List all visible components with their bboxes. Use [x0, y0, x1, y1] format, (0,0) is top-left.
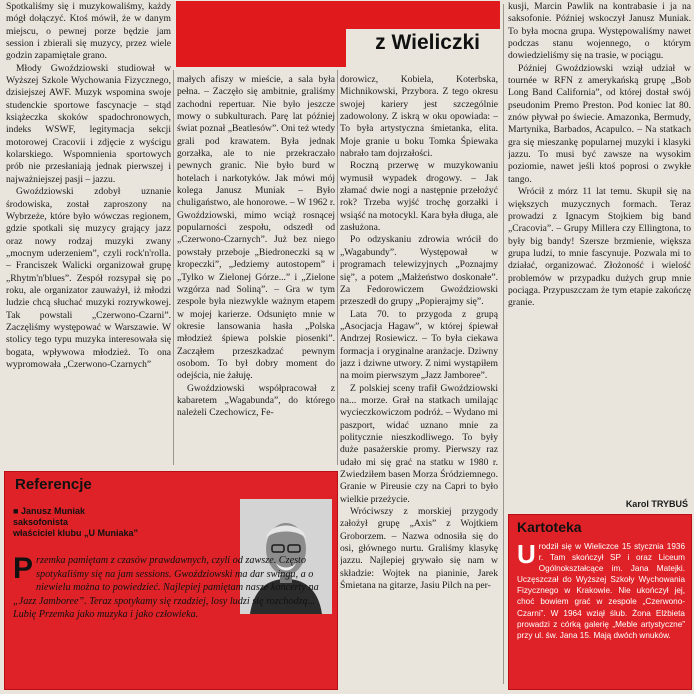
article-column-2	[177, 74, 335, 460]
article-column-1	[6, 1, 171, 467]
drop-cap: U	[517, 539, 536, 569]
headline	[176, 1, 500, 67]
article-column-4	[508, 1, 691, 508]
kartoteka-text	[517, 541, 685, 641]
kartoteka-box	[508, 514, 692, 690]
referencje-box	[4, 471, 338, 690]
quote-text: rzemka pamiętam z czasów prawdawnych, czyli od zawsze. Często spotykaliśmy się na jam sessions. Gwoździowski ma dar swingu, a o niewielu można to powiedzieć. Najlepiej pamiętam nasze koncerty na „Jazz Jamboree”. Teraz spotykamy się rzadziej, losy ludzi się rozchodzą... Lubię Przemka jako muzyka i jako człowieka.	[13, 555, 319, 620]
kartoteka-body: rodził się w Wieliczce 15 stycznia 1936 r. Tam skończył SP i oraz Liceum Ogólnokształcące im. Jana Matejki. Uczęszczał do Wyższej Szkoły Wychowania Fizycznego w Krakowie. Nie ukończył jej, choć bowiem grać w zespole „Czerwono-Czarni”. W 1964 wziął ślub. Żona Elżbieta prowadzi z córką galerię „Meble artystyczne” przy ul. św. Jana 15. Mają dwóch wnuków.	[517, 542, 685, 640]
paragraph: Po odzyskaniu zdrowia wrócił do „Wagabundy”. Występował w programach telewizyjnych „Poznajmy się”, a potem „Małżeństwo doskonałe”. Za Fedorowiczem Gwoździowski przeszedł do grupy „Popierajmy się”.	[340, 234, 498, 308]
person-name: ■ Janusz Muniak	[13, 506, 85, 516]
paragraph: Później Gwoździowski wziął udział w tournée w RFN z amerykańską grupę „Bob Long Band California”, od której dostał swój pseudonim Premo Preston. Pod koniec lat 80. znów pływał po świecie. Amazonka, Bermudy, Martynika, Barbados, Acapulco. – Na statkach gra się mieszankę popularnej muzyki i klasyki jazzu. To musi być zawsze na wysokim poziomie, nawet jeśli ktoś poprosi o zwykłe tango.	[508, 62, 691, 185]
column-divider	[337, 70, 338, 465]
column-divider	[173, 70, 174, 465]
kartoteka-title: Kartoteka	[517, 519, 582, 535]
paragraph: Młody Gwoździowski studiował w Wyższej Szkole Wychowania Fizycznego, dzisiejszej AWF. Muzyk wspomina swoje studenckie sportowe fascynacje – stąd książeczka skoków spadochronowych, indeks WSWF, legitymacja sekcji motorowej Cracovii i zdjęcie z wyścigu kolarskiego. Wspomnienia sportowych prób nie przesłaniają jednak pierwszej i najważniejszej pasji – jazzu.	[6, 62, 171, 185]
referencje-title: Referencje	[15, 476, 92, 493]
paragraph: Gwoździowski zdobył uznanie środowiska, został zaproszony na Wybrzeże, które było wówczas regionem, gdzie spotkali się muzycy grający jazz oraz nowy rodzaj muzyki zwany „mocnym uderzeniem”, czyli rock'n'rolla. – Franciszek Walicki organizował grupę „Rhytm'n'blues”. Zespół rozsypał się po roku, ale organizator zauważył, iż młodzi ludzie chcą słuchać muzyki rozrywkowej. Tak powstali „Czerwono-Czarni”. Zaczęliśmy występować w Warszawie. W stolicy tego typu muzyka interesowała się bogata, wpływowa młodzież. To ona wypromowała „Czerwono-Czarnych”	[6, 186, 171, 370]
paragraph: Lata 70. to przygoda z grupą „Asocjacja Hagaw”, w której śpiewał Andrzej Rosiewicz. – To była ciekawa formacja i oryginalne aranżacje. Dziwny jazz i dziwne utwory. Z nimi wystąpiłem na moim pierwszym „Jazz Jamboree”.	[340, 308, 498, 382]
article-column-3	[340, 74, 498, 686]
paragraph: Spotkaliśmy się i muzykowaliśmy, każdy mógł dołączyć. Ktoś mówił, że w danym miejscu, o pewnej porze będzie jam session i zbierali się muzycy, przez wiele godzin zapamiętale grano.	[6, 1, 171, 62]
paragraph: Wrócił z mórz 11 lat temu. Skupił się na większych muzycznych formach. Teraz prowadzi z Ignacym Stojkiem big band „Cracovia”. – Grupy Millera czy Ellingtona, to były big bandy! Szersze brzmienie, większa grupa ludzi, to mnie fascynuje. Pozwala mi to działać, organizować. Złożoność i wielość problemów w przypadku dużych grup mnie pociąga. Przypuszczam że tym etapie zakończę granie.	[508, 186, 691, 309]
column-divider	[503, 4, 504, 684]
paragraph: Roczną przerwę w muzykowaniu wymusił wypadek drogowy. – Jak złamać dwie nogi a następnie przełożyć rok? Trzeba wyjść trochę gorzałki i wsiąść na motocykl. Kara była długa, ale zasłużona.	[340, 160, 498, 234]
paragraph: dorowicz, Kobiela, Koterbska, Michnikowski, Przybora. Z tego okresu swojej kariery jest szczególnie zadowolony. Z iskrą w oku opowiada: – To była artystyczna śmietanka, elita. Moje granie u boku Tomka Śpiewaka nabrało tam dojrzałości.	[340, 74, 498, 160]
paragraph: kusji, Marcin Pawlik na kontrabasie i ja na saksofonie. Później wskoczył Janusz Muniak. To była mocna grupa. Występowaliśmy nawet podczas stanu wojennego, o którym dowiedzieliśmy się na trasie, w pociągu.	[508, 1, 691, 62]
referencje-person	[13, 506, 233, 539]
referencje-quote	[13, 554, 329, 622]
author-byline: Karol TRYBUŚ	[625, 499, 688, 509]
paragraph: Z polskiej sceny trafił Gwoździowski na... morze. Grał na statkach umilając wycieczkowiczom podróż. – Wydano mi paszport, widać uznano mnie za politycznie nieszkodliwego. To były duże pasażerskie promy. Pierwszy raz udało mi się grać na statku w 1980 r. Zwiedziłem basen Morza Śródziemnego. Granie w Pireusie czy na Capri to było wielkie przeżycie.	[340, 382, 498, 505]
drop-cap: P	[13, 552, 34, 585]
paragraph: Gwoździowski współpracował z kabaretem „Wagabunda”, do którego należeli Czechowicz, Fe-	[177, 382, 335, 419]
headline-text: z Wieliczki	[367, 29, 488, 57]
paragraph: małych afiszy w mieście, a sala była pełna. – Zaczęło się ambitnie, graliśmy zachodni repertuar. Nie było jeszcze mowy o subkulturach. Parę lat później świat poznał „Beatlesów”. Oni też wtedy grali pod krawatem. Była jednak gorzałka, ale to nie przekraczało pewnych granic. Nie było burd w hotelach i narkotyków. Jak mówi mój kolega Janusz Muniak – Było chuligaństwo, ale honorowe. – W 1962 r. Gwoździowski, mimo wciąż rosnącej popularności zespołu, odszedł od „Czerwono-Czarnych”. Już bez niego powstały przeboje „Biedroneczki są w kropeczki”, „Jedziemy autostopem” i „Tylko w Zielonej Górze...” i „Zielone wzgórza nad Soliną”. – Gra w tym zespole była niezwykle ważnym etapem w mojej karierze. Odsunięto mnie w okresie lansowania hasła „Polska młodzież śpiewa polskie piosenki”. Zacząłem przeszkadzać pewnym osobom. To był dobry moment do odejścia, nie żałuję.	[177, 74, 335, 382]
person-role: saksofonista	[13, 517, 69, 527]
person-club: właściciel klubu „U Muniaka”	[13, 528, 139, 538]
paragraph: Wróciwszy z morskiej przygody założył grupę „Axis” z Wojtkiem Groborzem. – Nazwa odnosiła się do osi, głównego nurtu. Graliśmy klasykę jazzu. Najlepiej grywało się nam w składzie: Wojtek na pianinie, Jarek Śmietana na gitarze, Jasiu Pilch na per-	[340, 506, 498, 592]
